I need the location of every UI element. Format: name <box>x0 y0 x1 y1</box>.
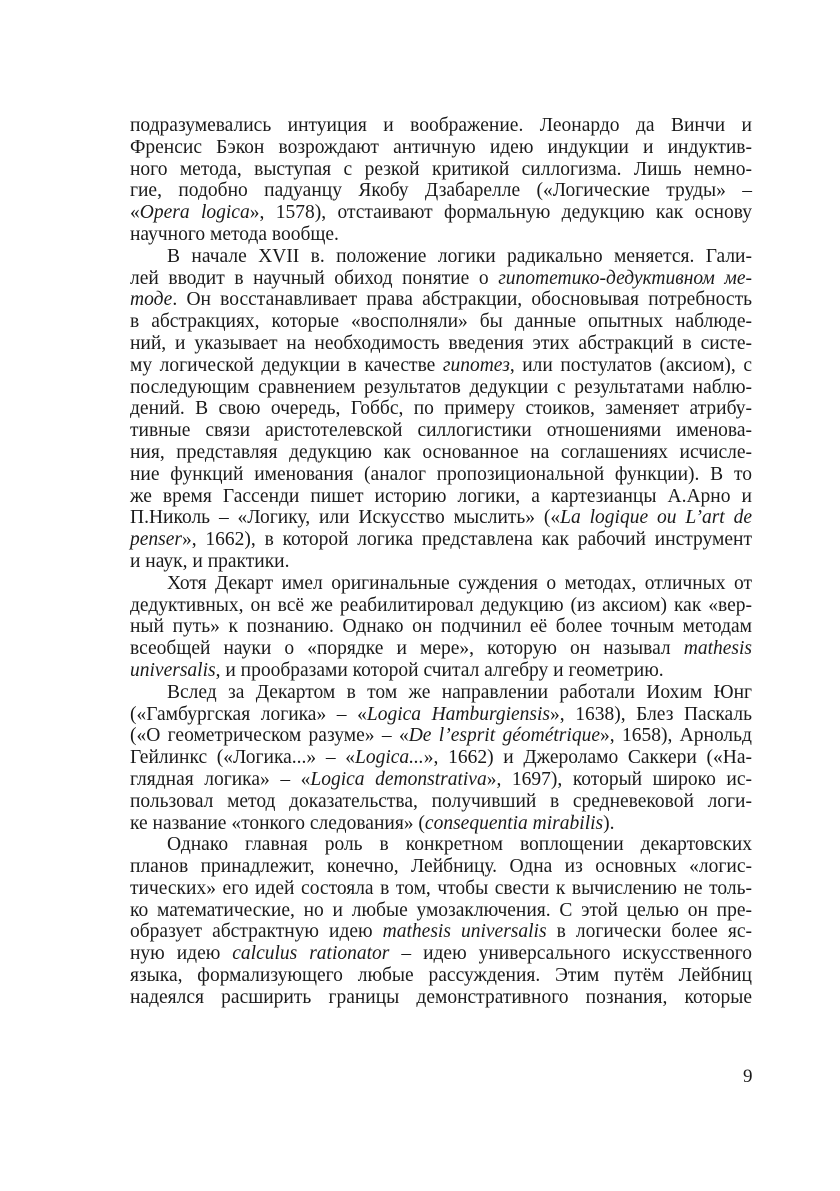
text-run: », 1658), Арнольд <box>599 725 752 747</box>
text-line <box>130 159 752 181</box>
text-line <box>130 268 752 290</box>
text-line-content <box>130 420 752 442</box>
text-line-content <box>130 725 752 747</box>
text-run: », 1638), Блез Паскаль <box>550 703 752 725</box>
text-run: ный путь» к познанию. Однако он подчинил её более точным методам <box>130 616 752 638</box>
text-line <box>130 442 752 464</box>
text-line-content <box>130 355 752 377</box>
text-line-content <box>130 943 752 965</box>
text-run: Однако главная роль в конкретном воплощении декартовских <box>167 834 752 856</box>
text-line-content <box>130 878 752 900</box>
text-line <box>130 246 752 268</box>
text-line <box>130 464 752 486</box>
text-line-content <box>130 791 752 813</box>
text-line-content <box>130 900 752 922</box>
text-line <box>130 878 752 900</box>
text-line-content <box>130 115 752 137</box>
text-line <box>130 682 752 704</box>
text-line <box>130 834 752 856</box>
text-line <box>130 943 752 965</box>
text-line-content <box>130 159 752 181</box>
text-run: подразумевались интуиция и воображение. Леонардо да Винчи и <box>130 115 752 136</box>
text-run: планов принадлежит, конечно, Лейбницу. Одна из основных «логис- <box>130 856 752 878</box>
text-run: « <box>130 202 140 224</box>
text-line-content <box>130 595 752 617</box>
text-run: в логически более яс- <box>546 921 752 943</box>
text-line-content <box>130 638 752 660</box>
text-run: тивные связи аристотелевской силлогистики отношениями именова- <box>130 420 752 442</box>
text-line-content <box>130 268 752 290</box>
text-line <box>130 856 752 878</box>
italic-text: consequentia mirabilis <box>424 812 604 834</box>
text-line-content <box>130 856 752 878</box>
text-run: », 1697), который широко ис- <box>486 768 753 790</box>
text-run: гие, подобно падуанцу Якобу Дзабарелле («Логические труды» – <box>130 180 752 202</box>
text-line <box>130 813 752 835</box>
text-run: («Гамбургская логика» – « <box>130 703 367 725</box>
text-line-content <box>130 398 752 420</box>
text-line-content <box>130 660 664 682</box>
text-run: ко математические, но и любые умозаключения. С этой целью он пре- <box>130 899 752 921</box>
text-run: ного метода, выступая с резкой критикой силлогизма. Лишь немно- <box>130 158 752 180</box>
text-line <box>130 551 752 573</box>
page-number: 9 <box>743 1066 753 1087</box>
text-line-content <box>130 311 752 333</box>
text-line-content <box>167 573 752 595</box>
text-line-content <box>167 246 752 268</box>
text-line-content <box>130 224 339 246</box>
text-run: ний, и указывает на необходимость введения этих абстракций в систе- <box>130 332 752 354</box>
text-line <box>130 202 752 224</box>
italic-text: La logique ou L’art de <box>560 507 752 529</box>
text-run: П.Николь – «Логику, или Искусство мыслить» (« <box>130 507 561 529</box>
text-run: научного метода вообще. <box>130 223 339 245</box>
text-line <box>130 311 752 333</box>
text-line <box>130 420 752 442</box>
text-line <box>130 987 752 1009</box>
italic-text: mathesis <box>683 638 752 660</box>
text-run: последующим сравнением результатов дедукции с результатами наблю- <box>130 376 752 398</box>
text-line-content <box>130 442 752 464</box>
text-line-content <box>130 551 290 573</box>
text-run: », 1578), отстаивают формальную дедукцию как основу <box>249 202 752 224</box>
text-line <box>130 616 752 638</box>
italic-text: calculus rationator <box>232 943 390 965</box>
italic-text: Logica Hamburgiensis <box>366 703 551 725</box>
text-run: . Он восстанавливает права абстракции, обосновывая потребность <box>172 289 752 311</box>
text-run: – идею универсального искусственного <box>389 943 752 965</box>
text-run: , или постулатов (аксиом), с <box>509 354 752 376</box>
text-line <box>130 921 752 943</box>
text-run: и наук, и практики. <box>130 550 290 572</box>
text-line-content <box>130 289 752 311</box>
text-line-content <box>130 616 752 638</box>
text-line <box>130 224 752 246</box>
text-run: ние функций именования (аналог пропозициональной функции). В то <box>130 463 752 485</box>
text-line <box>130 725 752 747</box>
text-line-content <box>130 333 752 355</box>
text-run: ке название «тонкого следования» ( <box>130 812 425 834</box>
text-line <box>130 486 752 508</box>
text-line-content <box>130 180 752 202</box>
text-line <box>130 289 752 311</box>
italic-text: De l’esprit géométrique <box>408 725 600 747</box>
text-run: Френсис Бэкон возрождают античную идею индукции и индуктив- <box>130 136 752 158</box>
text-line-content <box>167 834 752 856</box>
text-line <box>130 529 752 551</box>
body-text <box>130 115 752 1009</box>
italic-text: Opera logica <box>139 202 250 224</box>
text-run: пользовал метод доказательства, получивший в средневековой логи- <box>130 790 752 812</box>
italic-text: Logica... <box>355 747 424 769</box>
text-run: тических» его идей состояла в том, чтобы свести к вычислению не толь- <box>130 877 752 899</box>
text-line <box>130 747 752 769</box>
italic-text: mathesis universalis <box>382 921 547 943</box>
text-run: му логической дедукции в качестве <box>130 354 443 376</box>
paragraph <box>130 573 752 682</box>
text-run: ния, представляя дедукцию как основанное на соглашениях исчисле- <box>130 441 752 463</box>
text-line-content <box>130 137 752 159</box>
text-line <box>130 333 752 355</box>
text-line <box>130 704 752 726</box>
text-run: дедуктивных, он всё же реабилитировал дедукцию (из аксиом) как «вер- <box>130 594 752 616</box>
text-line <box>130 398 752 420</box>
text-line <box>130 900 752 922</box>
italic-text: Logica demonstrativa <box>310 768 487 790</box>
text-line-content <box>130 704 752 726</box>
text-line-content <box>130 486 752 508</box>
text-run: , и прообразами которой считал алгебру и геометрию. <box>215 659 664 681</box>
text-run: », 1662) и Джероламо Саккери («На- <box>423 747 753 769</box>
text-run: », 1662), в которой логика представлена как рабочий инструмент <box>182 529 752 551</box>
text-line-content <box>130 921 752 943</box>
text-run: Хотя Декарт имел оригинальные суждения о методах, отличных от <box>167 572 752 594</box>
text-line <box>130 355 752 377</box>
text-line <box>130 573 752 595</box>
text-line <box>130 180 752 202</box>
italic-text: гипотез <box>442 354 510 376</box>
text-line <box>130 137 752 159</box>
italic-text: гипотетико-дедуктивном ме- <box>498 267 752 289</box>
text-run: всеобщей науки о «порядке и мере», которую он называл <box>130 638 684 660</box>
text-line-content <box>130 507 752 529</box>
text-line <box>130 791 752 813</box>
text-line-content <box>167 682 752 704</box>
paragraph <box>130 115 752 246</box>
text-line-content <box>130 813 615 835</box>
text-line-content <box>130 965 752 987</box>
text-line <box>130 769 752 791</box>
text-run: В начале XVII в. положение логики радикально меняется. Гали- <box>167 245 752 267</box>
paragraph <box>130 834 752 1008</box>
paragraph <box>130 246 752 573</box>
text-line <box>130 507 752 529</box>
text-line-content <box>130 377 752 399</box>
text-line-content <box>130 202 752 224</box>
text-run: дений. В свою очередь, Гоббс, по примеру стоиков, заменяет атрибу- <box>130 398 752 420</box>
italic-text: universalis <box>130 659 216 681</box>
text-line-content <box>130 747 752 769</box>
text-line-content <box>130 769 752 791</box>
text-run: в абстракциях, которые «восполняли» бы данные опытных наблюде- <box>130 311 752 333</box>
text-run: ную идею <box>130 943 233 965</box>
text-run: языка, формализующего любые рассуждения. Этим путём Лейбниц <box>130 965 752 987</box>
text-run: глядная логика» – « <box>130 768 311 790</box>
text-line-content <box>130 464 752 486</box>
text-line <box>130 595 752 617</box>
italic-text: penser <box>130 529 182 551</box>
text-line-content <box>130 529 752 551</box>
italic-text: тоде <box>130 289 173 311</box>
paragraph <box>130 682 752 835</box>
text-run: Вслед за Декартом в том же направлении работали Иохим Юнг <box>167 681 752 703</box>
text-line <box>130 377 752 399</box>
text-line <box>130 965 752 987</box>
text-run: Гейлинкс («Логика...» – « <box>130 747 355 769</box>
text-line <box>130 115 752 137</box>
text-run: лей вводит в научный обиход понятие о <box>130 267 499 289</box>
text-run: надеялся расширить границы демонстративного познания, которые <box>130 986 752 1008</box>
text-run: ). <box>603 812 615 834</box>
text-line-content <box>130 987 752 1009</box>
text-run: («О геометрическом разуме» – « <box>130 725 409 747</box>
text-line <box>130 660 752 682</box>
text-run: же время Гассенди пишет историю логики, а картезианцы А.Арно и <box>130 485 752 507</box>
text-line <box>130 638 752 660</box>
text-run: образует абстрактную идею <box>130 921 383 943</box>
